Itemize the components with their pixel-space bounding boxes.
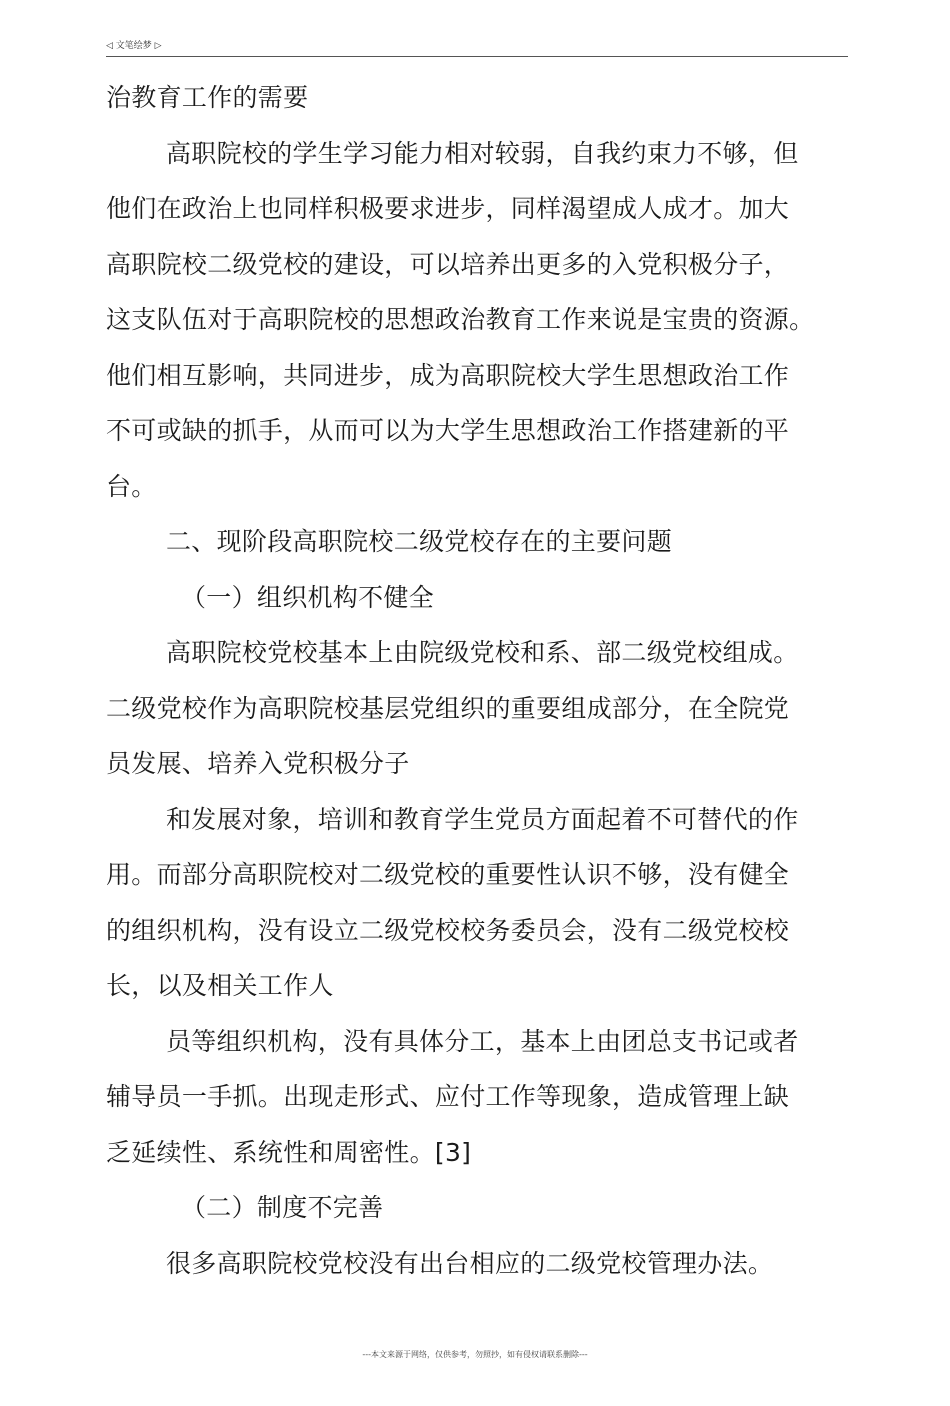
paragraph-line: 辅导员一手抓。出现走形式、应付工作等现象，造成管理上缺 [106, 1082, 790, 1111]
section-heading: 二、现阶段高职院校二级党校存在的主要问题 [166, 527, 673, 556]
paragraph-line: 这支队伍对于高职院校的思想政治教育工作来说是宝贵的资源。 [106, 305, 815, 334]
document-body [106, 70, 851, 1291]
subsection-heading: （二）制度不完善 [181, 1193, 384, 1222]
page-footer: ---本文来源于网络，仅供参考，勿照抄，如有侵权请联系删除--- [362, 1350, 588, 1359]
paragraph-line: 员发展、培养入党积极分子 [106, 749, 410, 778]
paragraph-line: 员等组织机构，没有具体分工，基本上由团总支书记或者 [166, 1026, 799, 1056]
page-header [106, 38, 848, 57]
paragraph-line: 长，以及相关工作人 [106, 971, 334, 1000]
paragraph-line: 治教育工作的需要 [106, 83, 309, 112]
paragraph-line: 高职院校的学生学习能力相对较弱，自我约束力不够，但 [166, 138, 799, 168]
paragraph-line: 乏延续性、系统性和周密性。[3] [106, 1137, 472, 1167]
paragraph-line: 高职院校党校基本上由院级党校和系、部二级党校组成。 [166, 638, 799, 667]
header-text: ◁ 文笔绘梦 ▷ [106, 41, 162, 51]
paragraph-line: 高职院校二级党校的建设，可以培养出更多的入党积极分子， [106, 249, 790, 279]
paragraph-line: 用。而部分高职院校对二级党校的重要性认识不够，没有健全 [106, 860, 790, 889]
paragraph-line: 的组织机构，没有设立二级党校校务委员会，没有二级党校校 [106, 915, 790, 945]
paragraph-line: 和发展对象，培训和教育学生党员方面起着不可替代的作 [166, 804, 799, 834]
paragraph-line: 他们相互影响，共同进步，成为高职院校大学生思想政治工作 [106, 360, 790, 390]
paragraph-line: 很多高职院校党校没有出台相应的二级党校管理办法。 [166, 1248, 774, 1278]
subsection-heading: （一）组织机构不健全 [181, 582, 435, 612]
paragraph-line: 台。 [106, 471, 157, 501]
paragraph-line: 二级党校作为高职院校基层党组织的重要组成部分，在全院党 [106, 693, 790, 723]
paragraph-line: 他们在政治上也同样积极要求进步，同样渴望成人成才。加大 [106, 194, 790, 223]
paragraph-line: 不可或缺的抓手，从而可以为大学生思想政治工作搭建新的平 [106, 416, 790, 445]
